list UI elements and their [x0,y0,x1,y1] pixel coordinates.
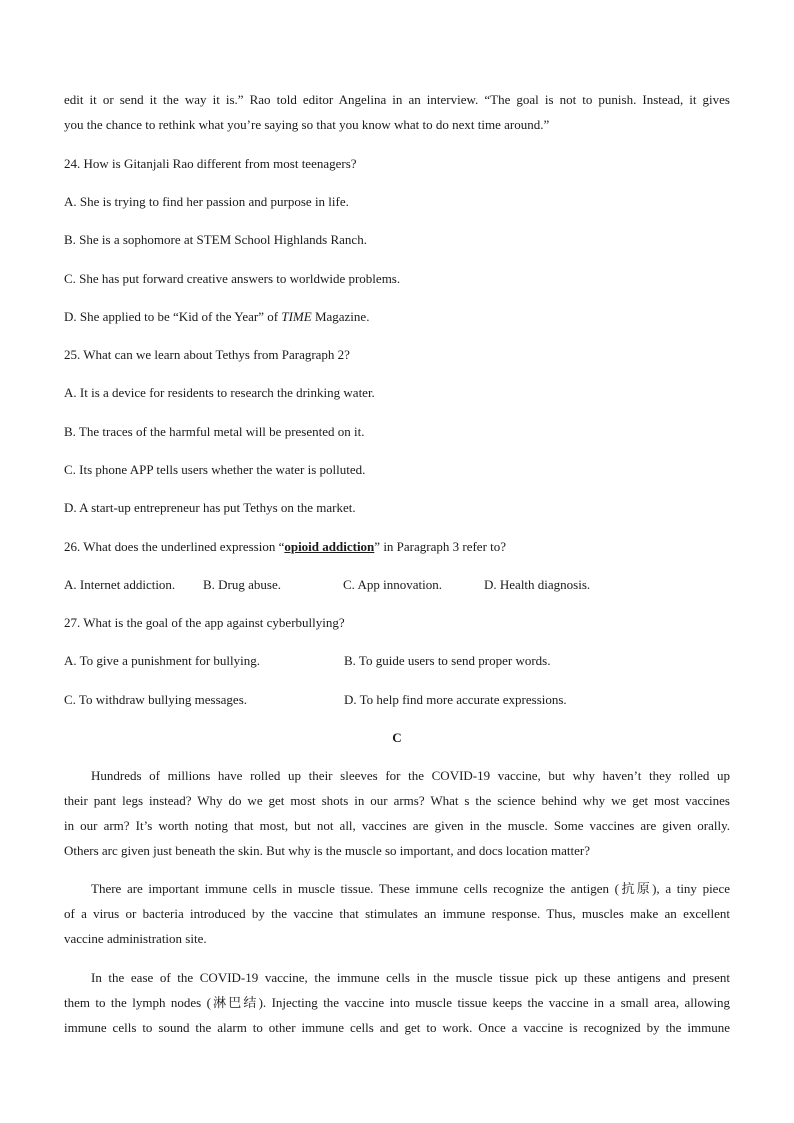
passage-c-p2-line-1: There are important immune cells in muscle tissue. These immune cells recognize the antigen (抗原), a tiny piece [91,881,730,896]
intro-line-2: you the chance to rethink what you’re saying so that you know what to do next time around.” [64,117,550,132]
intro-line-1: edit it or send it the way it is.” Rao told editor Angelina in an interview. “The goal is not to punish. Instead, it gives [64,92,730,107]
question-24-option-b: B. She is a sophomore at STEM School Highlands Ranch. [64,232,367,247]
passage-c-p1-line-2: their pant legs instead? Why do we get most shots in our arms? What s the science behind why we get most vaccines [64,793,730,808]
question-26-option-b: B. Drug abuse. [203,577,281,592]
question-24-option-c: C. She has put forward creative answers to worldwide problems. [64,271,401,286]
question-25-option-b: B. The traces of the harmful metal will be presented on it. [64,424,365,439]
question-25-option-d: D. A start-up entrepreneur has put Tethys on the market. [64,500,356,515]
question-26-option-d: D. Health diagnosis. [484,577,591,592]
question-27-option-b: B. To guide users to send proper words. [344,653,551,668]
question-27-option-c: C. To withdraw bullying messages. [64,692,248,707]
question-25-stem: 25. What can we learn about Tethys from Paragraph 2? [64,347,350,362]
passage-c-p3-line-1: In the ease of the COVID-19 vaccine, the immune cells in the muscle tissue pick up these antigens and present [91,970,730,985]
passage-c-p3-line-2: them to the lymph nodes (淋巴结). Injecting the vaccine into muscle tissue keeps the vaccine in a small area, allowing [64,995,730,1010]
question-26-stem [64,539,730,555]
question-25-option-a: A. It is a device for residents to research the drinking water. [64,385,375,400]
question-25-option-c: C. Its phone APP tells users whether the water is polluted. [64,462,366,477]
question-26-option-a: A. Internet addiction. [64,577,176,592]
magazine-title: TIME [281,309,312,324]
question-27-option-a: A. To give a punishment for bullying. [64,653,260,668]
passage-c-p1-line-3: in our arm? It’s worth noting that most, but not all, vaccines are given in the muscle. Some vaccines are given orally. [64,818,730,833]
passage-c-p1-line-4: Others arc given just beneath the skin. But why is the muscle so important, and docs location matter? [64,843,591,858]
passage-c-p2-line-3: vaccine administration site. [64,931,207,946]
section-heading: C [392,730,402,745]
question-27-stem: 27. What is the goal of the app against cyberbullying? [64,615,345,630]
passage-c-p1-line-1: Hundreds of millions have rolled up their sleeves for the COVID-19 vaccine, but why haven’t they rolled up [91,768,730,783]
question-27-options-row-1 [64,653,730,669]
question-27-option-d: D. To help find more accurate expressions. [344,692,567,707]
question-26-options [64,577,730,593]
stem-post: ” in Paragraph 3 refer to? [374,539,507,554]
passage-c-p2-line-2: of a virus or bacteria introduced by the vaccine that stimulates an immune response. Thus, muscles make an excellent [64,906,730,921]
underlined-expression: opioid addiction [284,539,375,554]
question-24-option-a: A. She is trying to find her passion and purpose in life. [64,194,349,209]
option-d-text-post: Magazine. [311,309,370,324]
option-d-text-pre: D. She applied to be “Kid of the Year” of [64,309,282,324]
question-26-option-c: C. App innovation. [343,577,442,592]
question-27-options-row-2 [64,692,730,708]
question-24-stem: 24. How is Gitanjali Rao different from most teenagers? [64,156,357,171]
passage-c-p3-line-3: immune cells to sound the alarm to other immune cells and get to work. Once a vaccine is recognized by the immune [64,1020,730,1035]
question-24-option-d [64,309,730,325]
stem-pre: 26. What does the underlined expression “ [64,539,285,554]
